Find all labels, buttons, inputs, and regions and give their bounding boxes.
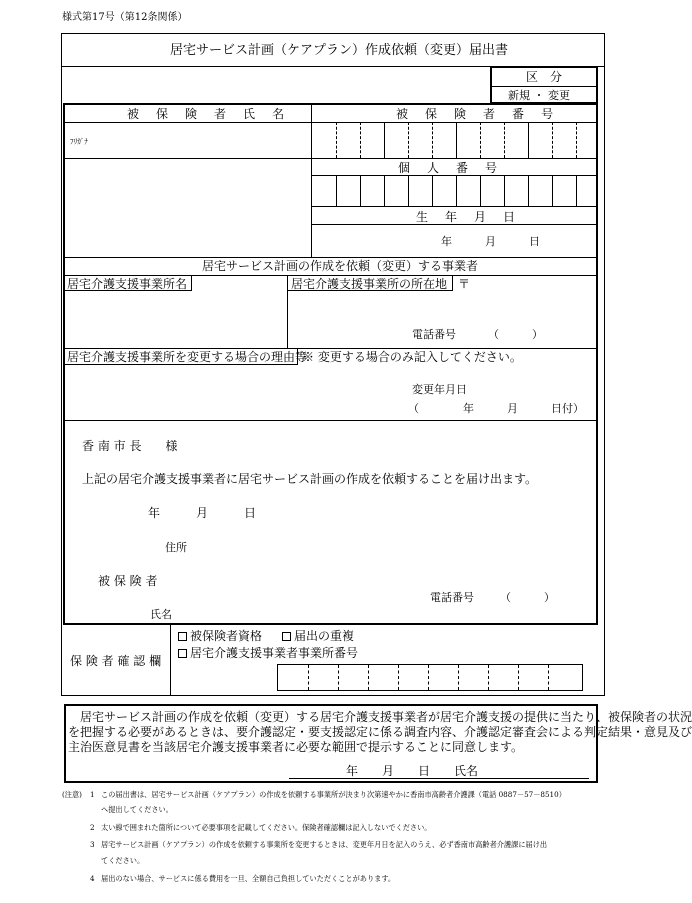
check-duplicate[interactable]: 届出の重複 — [282, 630, 354, 642]
postal-mark: 〒 — [458, 277, 471, 291]
personal-number-label: 個 人 番 号 — [398, 161, 504, 175]
check-office-number[interactable]: 居宅介護支援事業者事業所番号 — [178, 647, 358, 659]
note-3-number: 3 — [90, 840, 95, 849]
note-4-number: 4 — [90, 874, 95, 883]
insurer-check-label: 保 険 者 確 認 欄 — [70, 654, 162, 668]
office-phone-label: 電話番号 — [412, 328, 456, 341]
form-title: 居宅サービス計画（ケアプラン）作成依頼（変更）届出書 — [170, 43, 509, 58]
insured-person-label: 被 保 険 者 — [98, 574, 158, 588]
declaration-date[interactable]: 年 月 日 — [148, 506, 257, 520]
checkbox-icon — [282, 632, 291, 641]
checkbox-icon — [178, 649, 187, 658]
change-date-value[interactable]: （ 年 月 日付） — [408, 402, 584, 415]
furigana-label: ﾌﾘｶﾞﾅ — [70, 137, 88, 146]
insured-number-cells[interactable] — [312, 122, 597, 158]
insured-number-label: 被 保 険 者 番 号 — [396, 107, 560, 121]
note-1-line-1: この届出書は、居宅サービス計画（ケアプラン）の作成を依頼する事業所が決まり次第速やかに香南市高齢者介護課（電話 0887－57－8510） — [101, 790, 566, 799]
declaration-phone-value[interactable]: （ ） — [500, 591, 555, 604]
change-note: ※ 変更する場合のみ記入してください。 — [302, 350, 522, 364]
note-2: 太い線で囲まれた箇所について必要事項を記載してください。保険者確認欄は記入しないでください。 — [101, 823, 432, 832]
birth-date-value[interactable]: 年 月 日 — [441, 235, 540, 248]
checkbox-icon — [178, 632, 187, 641]
note-2-number: 2 — [90, 823, 95, 832]
note-1-line-2: へ提出してください。 — [101, 805, 173, 814]
office-phone-value[interactable]: （ ） — [488, 328, 543, 341]
change-reason-label: 居宅介護支援事業所を変更する場合の理由等 — [67, 350, 308, 364]
office-address-label: 居宅介護支援事業所の所在地 — [291, 277, 448, 291]
category-options[interactable]: 新規 ・ 変更 — [508, 89, 570, 102]
note-1-number: 1 — [90, 790, 95, 799]
change-date-label: 変更年月日 — [412, 383, 467, 396]
office-number-cells[interactable] — [277, 664, 583, 691]
note-4: 届出のない場合、サービスに係る費用を一旦、全額自己負担していただくことがあります。 — [101, 874, 396, 883]
form-id: 様式第17号（第12条関係） — [62, 12, 188, 23]
check-insured-qualification[interactable]: 被保険者資格 — [178, 630, 262, 642]
declaration-phone-label: 電話番号 — [430, 591, 474, 604]
personal-number-cells[interactable] — [312, 175, 597, 206]
office-name-label: 居宅介護支援事業所名 — [67, 277, 188, 291]
birth-date-label: 生 年 月 日 — [416, 210, 522, 224]
notes-label: (注意) — [62, 790, 82, 799]
consent-line-1: 居宅サービス計画の作成を依頼（変更）する居宅介護支援事業者が居宅介護支援の提供に当たり、被保険者の状況 — [80, 710, 692, 724]
address-label: 住所 — [165, 541, 187, 554]
consent-line-2: を把握する必要があるときは、要介護認定・要支援認定に係る調査内容、介護認定審査会による判定結果・意見及び — [68, 725, 692, 739]
name-label: 氏名 — [150, 608, 172, 621]
insured-name-label: 被 保 険 者 氏 名 — [127, 107, 291, 121]
consent-line-3: 主治医意見書を当該居宅介護支援事業者に必要な範囲で提示することに同意します。 — [68, 740, 524, 754]
category-label: 区 分 — [526, 70, 563, 84]
declaration-body: 上記の居宅介護支援事業者に居宅サービス計画の作成を依頼することを届け出ます。 — [82, 472, 538, 486]
addressee: 香 南 市 長 様 — [82, 439, 178, 453]
note-3-line-1: 居宅サービス計画（ケアプラン）の作成を依頼する事業所を変更するときは、変更年月日を記入のうえ、必ず香南市高齢者介護課に届け出 — [101, 840, 548, 849]
note-3-line-2: てください。 — [101, 856, 145, 865]
consent-sign-line[interactable]: 年 月 日 氏名 — [346, 764, 479, 778]
provider-section-title: 居宅サービス計画の作成を依頼（変更）する事業者 — [202, 259, 479, 273]
